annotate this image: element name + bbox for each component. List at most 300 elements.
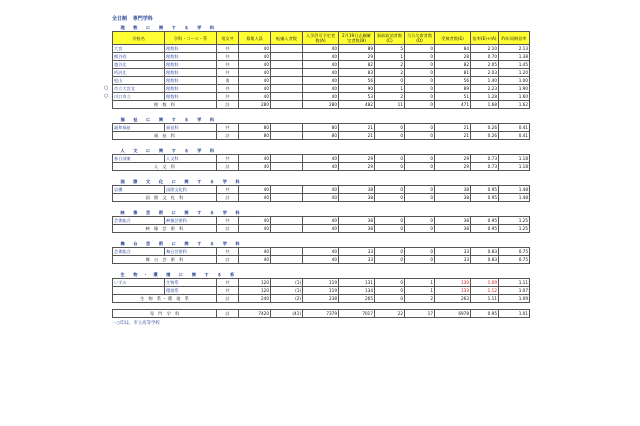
cell-juken: 56 — [435, 77, 471, 85]
table-row — [113, 279, 530, 287]
cell-jizen: 0 — [375, 155, 405, 163]
subtotal-row — [113, 225, 530, 233]
cell-bairitsu: 2.10 — [471, 45, 499, 53]
cell-boshu: 120 — [239, 279, 271, 287]
cell-boshu: 120 — [239, 287, 271, 295]
course-name: 理数科 — [165, 69, 217, 77]
subtotal-label: 福 祉 科 — [113, 132, 217, 140]
cell-kyoka: 40 — [303, 53, 339, 61]
cell-kyoka: 40 — [303, 248, 339, 256]
cell-tenpen — [271, 93, 303, 101]
cell-shigan: 21 — [339, 124, 375, 132]
cell-shigan: 33 — [339, 248, 375, 256]
subtotal-row — [113, 132, 530, 140]
report-header — [112, 16, 532, 23]
section-title-row — [113, 208, 530, 217]
cell-shigan: 53 — [339, 93, 375, 101]
subtotal-boshu: 40 — [239, 194, 271, 202]
cell-jizen: 0 — [375, 186, 405, 194]
subtotal-shigan: 482 — [339, 101, 375, 109]
cell-shigan: 38 — [339, 217, 375, 225]
cell-bairitsu: 1.40 — [471, 77, 499, 85]
cell-shigan: 89 — [339, 45, 375, 53]
grand-total-label: 専 門 学 科 — [113, 310, 217, 318]
cell-gender: 共 — [217, 53, 239, 61]
subtotal-label: 映 像 芸 術 科 — [113, 225, 217, 233]
table-row — [113, 93, 530, 101]
municipal-mark: ○ — [104, 85, 109, 91]
table-row — [113, 124, 530, 132]
cell-gender: 共 — [217, 69, 239, 77]
school-name: 岩槻 — [113, 186, 165, 194]
cell-kesseki: 0 — [405, 124, 435, 132]
grand-total-kyoka: 7379 — [303, 310, 339, 318]
course-name: 理数科 — [165, 61, 217, 69]
school-name: 越谷北 — [113, 61, 165, 69]
report-page — [104, 16, 532, 326]
cell-bairitsu: 1.28 — [471, 93, 499, 101]
school-name: 所沢北 — [113, 69, 165, 77]
cell-kesseki: 0 — [405, 61, 435, 69]
column-header: 男女共 — [217, 32, 239, 45]
cell-kesseki: 0 — [405, 77, 435, 85]
column-header: 昨年同期倍率 — [499, 32, 530, 45]
subtotal-tenpen — [271, 132, 303, 140]
cell-kyoka: 40 — [303, 155, 339, 163]
subtotal-tenpen — [271, 101, 303, 109]
grand-total-shigan: 7017 — [339, 310, 375, 318]
cell-jizen: 0 — [375, 248, 405, 256]
subtotal-kesseki: 0 — [405, 225, 435, 233]
cell-kyoka: 40 — [303, 69, 339, 77]
cell-bairitsu: 1.09 — [471, 279, 499, 287]
cell-boshu: 40 — [239, 85, 271, 93]
cell-kyoka: 40 — [303, 217, 339, 225]
cell-kesseki: 0 — [405, 186, 435, 194]
subtotal-juken: 38 — [435, 194, 471, 202]
subtotal-juken: 471 — [435, 101, 471, 109]
school-name: いずみ — [113, 279, 165, 287]
school-name: 松山 — [113, 77, 165, 85]
cell-juken: 89 — [435, 85, 471, 93]
municipal-mark: ○ — [104, 93, 109, 99]
cell-gender: 共 — [217, 93, 239, 101]
course-name: 映像芸術科 — [165, 217, 217, 225]
cell-juken: 29 — [435, 155, 471, 163]
cell-kyoka: 119 — [303, 287, 339, 295]
course-name: 理数科 — [165, 93, 217, 101]
cell-kyoka: 40 — [303, 93, 339, 101]
cell-shigan: 56 — [339, 77, 375, 85]
section-title: 映 像 芸 術 に 関 す る 学 科 — [113, 208, 530, 217]
cell-juken: 84 — [435, 45, 471, 53]
cell-kyoka: 40 — [303, 186, 339, 194]
admissions-table — [104, 23, 530, 318]
school-name: 大宮 — [113, 45, 165, 53]
school-name: 誠和福祉 — [113, 124, 165, 132]
course-name: 理数科 — [165, 85, 217, 93]
school-label: 市立大宮北 — [114, 86, 135, 91]
subtotal-shigan: 29 — [339, 163, 375, 171]
section-title-row — [113, 177, 530, 186]
cell-gender: 共 — [217, 45, 239, 53]
cell-sakunen: 1.07 — [499, 287, 530, 295]
section-title-row — [113, 146, 530, 155]
subtotal-kyoka: 40 — [303, 225, 339, 233]
cell-kyoka: 80 — [303, 124, 339, 132]
section-title: 舞 台 芸 術 に 関 す る 学 科 — [113, 239, 530, 248]
cell-bairitsu: 0.73 — [471, 155, 499, 163]
course-name: 理数科 — [165, 45, 217, 53]
column-header: 事前取消者数(C) — [375, 32, 405, 45]
subtotal-bairitsu: 0.26 — [471, 132, 499, 140]
subtotal-sakunen: 1.09 — [499, 295, 530, 303]
cell-kyoka: 119 — [303, 279, 339, 287]
cell-tenpen — [271, 248, 303, 256]
subtotal-boshu: 40 — [239, 163, 271, 171]
cell-gender: 共 — [217, 217, 239, 225]
subtotal-boshu: 240 — [239, 295, 271, 303]
subtotal-tenpen — [271, 225, 303, 233]
cell-sakunen: 1.20 — [499, 69, 530, 77]
cell-boshu: 40 — [239, 186, 271, 194]
cell-sakunen: 1.11 — [499, 279, 530, 287]
cell-gender: 共 — [217, 155, 239, 163]
cell-juken: 133 — [435, 287, 471, 295]
cell-juken: 82 — [435, 61, 471, 69]
grand-total-kesseki: 17 — [405, 310, 435, 318]
table-row — [113, 61, 530, 69]
header-left: 全日制 — [112, 16, 128, 22]
section-title-row — [113, 23, 530, 32]
cell-juken: 38 — [435, 217, 471, 225]
subtotal-kyoka: 40 — [303, 256, 339, 264]
subtotal-row — [113, 194, 530, 202]
course-name: 福祉科 — [165, 124, 217, 132]
cell-jizen: 0 — [375, 279, 405, 287]
subtotal-bairitsu: 0.73 — [471, 163, 499, 171]
spacer-row — [113, 303, 530, 310]
cell-sakunen: 1.48 — [499, 186, 530, 194]
cell-sakunen: 1.45 — [499, 61, 530, 69]
cell-tenpen — [271, 155, 303, 163]
column-header: 受検者数(E) — [435, 32, 471, 45]
subtotal-gender: 計 — [217, 101, 239, 109]
cell-tenpen — [271, 45, 303, 53]
cell-boshu: 80 — [239, 124, 271, 132]
section-title-row — [113, 115, 530, 124]
table-body — [104, 23, 530, 318]
cell-gender: 共 — [217, 61, 239, 69]
column-header: 学科・コース・系 — [165, 32, 217, 45]
grand-total-bairitsu: 0.95 — [471, 310, 499, 318]
cell-tenpen — [271, 124, 303, 132]
school-name — [104, 93, 165, 101]
subtotal-jizen: 0 — [375, 194, 405, 202]
subtotal-gender: 計 — [217, 194, 239, 202]
header-row — [113, 32, 530, 45]
subtotal-label: 理 数 科 — [113, 101, 217, 109]
cell-kesseki: 0 — [405, 69, 435, 77]
subtotal-kesseki: 2 — [405, 295, 435, 303]
subtotal-jizen: 0 — [375, 163, 405, 171]
cell-tenpen: (1) — [271, 287, 303, 295]
subtotal-juken: 33 — [435, 256, 471, 264]
school-name: 春日部東 — [113, 155, 165, 163]
cell-gender: 男 — [217, 77, 239, 85]
subtotal-row — [113, 163, 530, 171]
cell-jizen: 0 — [375, 77, 405, 85]
grand-total-jizen: 22 — [375, 310, 405, 318]
school-label: 川口市立 — [114, 94, 131, 99]
subtotal-shigan: 265 — [339, 295, 375, 303]
cell-bairitsu: 0.95 — [471, 217, 499, 225]
cell-boshu: 40 — [239, 61, 271, 69]
cell-juken: 130 — [435, 279, 471, 287]
subtotal-kyoka: 40 — [303, 163, 339, 171]
table-row — [113, 186, 530, 194]
cell-boshu: 40 — [239, 77, 271, 85]
subtotal-label: 人 文 科 — [113, 163, 217, 171]
section-title: 人 文 に 関 す る 学 科 — [113, 146, 530, 155]
subtotal-bairitsu: 0.95 — [471, 225, 499, 233]
table-row — [113, 69, 530, 77]
cell-tenpen — [271, 53, 303, 61]
section-title: 国 際 文 化 に 関 す る 学 科 — [113, 177, 530, 186]
subtotal-kyoka: 40 — [303, 194, 339, 202]
subtotal-gender: 計 — [217, 132, 239, 140]
cell-jizen: 0 — [375, 217, 405, 225]
cell-bairitsu: 0.26 — [471, 124, 499, 132]
column-header: 学校名 — [113, 32, 165, 45]
cell-tenpen: (1) — [271, 279, 303, 287]
subtotal-row — [113, 101, 530, 109]
cell-shigan: 131 — [339, 279, 375, 287]
cell-jizen: 2 — [375, 61, 405, 69]
course-name: 人文科 — [165, 155, 217, 163]
school-name — [113, 287, 165, 295]
grand-total-sakunen: 1.01 — [499, 310, 530, 318]
cell-kesseki: 0 — [405, 93, 435, 101]
subtotal-tenpen — [271, 256, 303, 264]
table-row — [113, 77, 530, 85]
cell-tenpen — [271, 217, 303, 225]
table-row — [113, 217, 530, 225]
cell-juken: 28 — [435, 53, 471, 61]
spacer — [113, 303, 530, 310]
subtotal-gender: 計 — [217, 163, 239, 171]
section-title: 理 数 に 関 す る 学 科 — [113, 23, 530, 32]
header-right: 専門学科 — [132, 16, 153, 22]
column-header: 募集人員 — [239, 32, 271, 45]
cell-bairitsu: 2.03 — [471, 69, 499, 77]
subtotal-kyoka: 80 — [303, 132, 339, 140]
cell-sakunen: 1.90 — [499, 85, 530, 93]
cell-boshu: 40 — [239, 217, 271, 225]
cell-gender: 共 — [217, 124, 239, 132]
grand-total-boshu: 7420 — [239, 310, 271, 318]
cell-juken: 38 — [435, 186, 471, 194]
subtotal-kesseki: 0 — [405, 194, 435, 202]
cell-jizen: 5 — [375, 45, 405, 53]
course-name: 舞台芸術科 — [165, 248, 217, 256]
subtotal-bairitsu: 0.95 — [471, 194, 499, 202]
subtotal-shigan: 38 — [339, 225, 375, 233]
cell-kyoka: 40 — [303, 45, 339, 53]
subtotal-boshu: 280 — [239, 101, 271, 109]
subtotal-juken: 263 — [435, 295, 471, 303]
subtotal-boshu: 40 — [239, 256, 271, 264]
cell-gender: 共 — [217, 287, 239, 295]
subtotal-row — [113, 256, 530, 264]
cell-juken: 51 — [435, 93, 471, 101]
cell-sakunen: 2.13 — [499, 45, 530, 53]
subtotal-sakunen: 0.41 — [499, 132, 530, 140]
column-header: 当日欠席者数(D) — [405, 32, 435, 45]
subtotal-sakunen: 0.75 — [499, 256, 530, 264]
subtotal-kesseki: 0 — [405, 163, 435, 171]
cell-juken: 33 — [435, 248, 471, 256]
cell-bairitsu: 0.70 — [471, 53, 499, 61]
subtotal-label: 生 物 系 ・ 環 境 系 — [113, 295, 217, 303]
cell-sakunen: 1.18 — [499, 155, 530, 163]
cell-kesseki: 0 — [405, 217, 435, 225]
subtotal-juken: 38 — [435, 225, 471, 233]
cell-jizen: 0 — [375, 287, 405, 295]
table-row — [113, 53, 530, 61]
table-row — [113, 85, 530, 93]
section-title-row — [113, 239, 530, 248]
subtotal-bairitsu: 1.11 — [471, 295, 499, 303]
subtotal-sakunen: 1.48 — [499, 194, 530, 202]
cell-kesseki: 1 — [405, 279, 435, 287]
cell-sakunen: 1.00 — [499, 77, 530, 85]
grand-total-gender: 計 — [217, 310, 239, 318]
cell-kesseki: 0 — [405, 155, 435, 163]
subtotal-tenpen — [271, 163, 303, 171]
subtotal-kesseki: 0 — [405, 101, 435, 109]
subtotal-sakunen: 1.62 — [499, 101, 530, 109]
subtotal-sakunen: 1.25 — [499, 225, 530, 233]
subtotal-row — [113, 295, 530, 303]
subtotal-kesseki: 0 — [405, 256, 435, 264]
subtotal-kesseki: 0 — [405, 132, 435, 140]
subtotal-tenpen — [271, 194, 303, 202]
cell-tenpen — [271, 69, 303, 77]
cell-boshu: 40 — [239, 248, 271, 256]
cell-kesseki: 0 — [405, 248, 435, 256]
subtotal-shigan: 38 — [339, 194, 375, 202]
subtotal-gender: 計 — [217, 256, 239, 264]
column-header: 転編入者数 — [271, 32, 303, 45]
subtotal-boshu: 40 — [239, 225, 271, 233]
subtotal-kyoka: 238 — [303, 295, 339, 303]
school-name: 芸術総合 — [113, 217, 165, 225]
cell-jizen: 1 — [375, 85, 405, 93]
cell-gender: 共 — [217, 186, 239, 194]
subtotal-shigan: 21 — [339, 132, 375, 140]
grand-total-tenpen: (41) — [271, 310, 303, 318]
cell-tenpen — [271, 186, 303, 194]
school-name — [104, 85, 165, 93]
cell-bairitsu: 2.05 — [471, 61, 499, 69]
cell-shigan: 134 — [339, 287, 375, 295]
cell-sakunen: 0.75 — [499, 248, 530, 256]
subtotal-sakunen: 1.18 — [499, 163, 530, 171]
column-header: 入学許可予定者数(A) — [303, 32, 339, 45]
cell-shigan: 90 — [339, 85, 375, 93]
course-name: 理数科 — [165, 53, 217, 61]
subtotal-tenpen: (2) — [271, 295, 303, 303]
subtotal-shigan: 33 — [339, 256, 375, 264]
subtotal-jizen: 0 — [375, 256, 405, 264]
cell-juken: 21 — [435, 124, 471, 132]
cell-kyoka: 40 — [303, 85, 339, 93]
cell-jizen: 1 — [375, 53, 405, 61]
cell-bairitsu: 1.12 — [471, 287, 499, 295]
cell-bairitsu: 2.23 — [471, 85, 499, 93]
cell-tenpen — [271, 85, 303, 93]
course-name: 生物系 — [165, 279, 217, 287]
footnote: ・○印は、市立高等学校 — [112, 321, 160, 326]
course-name: 国際文化科 — [165, 186, 217, 194]
cell-sakunen: 0.41 — [499, 124, 530, 132]
subtotal-label: 国 際 文 化 科 — [113, 194, 217, 202]
cell-kesseki: 0 — [405, 53, 435, 61]
course-name: 理数科 — [165, 77, 217, 85]
cell-kesseki: 1 — [405, 287, 435, 295]
subtotal-jizen: 0 — [375, 225, 405, 233]
table-row — [113, 248, 530, 256]
cell-kesseki: 0 — [405, 45, 435, 53]
cell-boshu: 40 — [239, 45, 271, 53]
subtotal-kyoka: 280 — [303, 101, 339, 109]
subtotal-gender: 計 — [217, 295, 239, 303]
section-title: 福 祉 に 関 す る 学 科 — [113, 115, 530, 124]
cell-sakunen: 1.60 — [499, 93, 530, 101]
cell-gender: 共 — [217, 85, 239, 93]
cell-shigan: 38 — [339, 186, 375, 194]
grand-total-row — [113, 310, 530, 318]
grand-total-juken: 6978 — [435, 310, 471, 318]
cell-boshu: 40 — [239, 53, 271, 61]
column-header: 倍率(E)÷(A) — [471, 32, 499, 45]
subtotal-boshu: 80 — [239, 132, 271, 140]
subtotal-juken: 21 — [435, 132, 471, 140]
cell-shigan: 82 — [339, 61, 375, 69]
subtotal-juken: 29 — [435, 163, 471, 171]
subtotal-jizen: 0 — [375, 132, 405, 140]
cell-tenpen — [271, 77, 303, 85]
column-header: 2月19日志願確定者数(B) — [339, 32, 375, 45]
cell-sakunen: 1.25 — [499, 217, 530, 225]
subtotal-label: 舞 台 芸 術 科 — [113, 256, 217, 264]
cell-sakunen: 1.38 — [499, 53, 530, 61]
table-row — [113, 287, 530, 295]
cell-jizen: 0 — [375, 124, 405, 132]
section-title: 生 物 ・ 環 境 に 関 す る 系 — [113, 270, 530, 279]
cell-boshu: 40 — [239, 155, 271, 163]
cell-bairitsu: 0.95 — [471, 186, 499, 194]
cell-shigan: 29 — [339, 155, 375, 163]
cell-boshu: 40 — [239, 69, 271, 77]
cell-bairitsu: 0.83 — [471, 248, 499, 256]
cell-gender: 共 — [217, 279, 239, 287]
cell-gender: 共 — [217, 248, 239, 256]
cell-kyoka: 40 — [303, 77, 339, 85]
table-row — [113, 45, 530, 53]
cell-jizen: 2 — [375, 69, 405, 77]
